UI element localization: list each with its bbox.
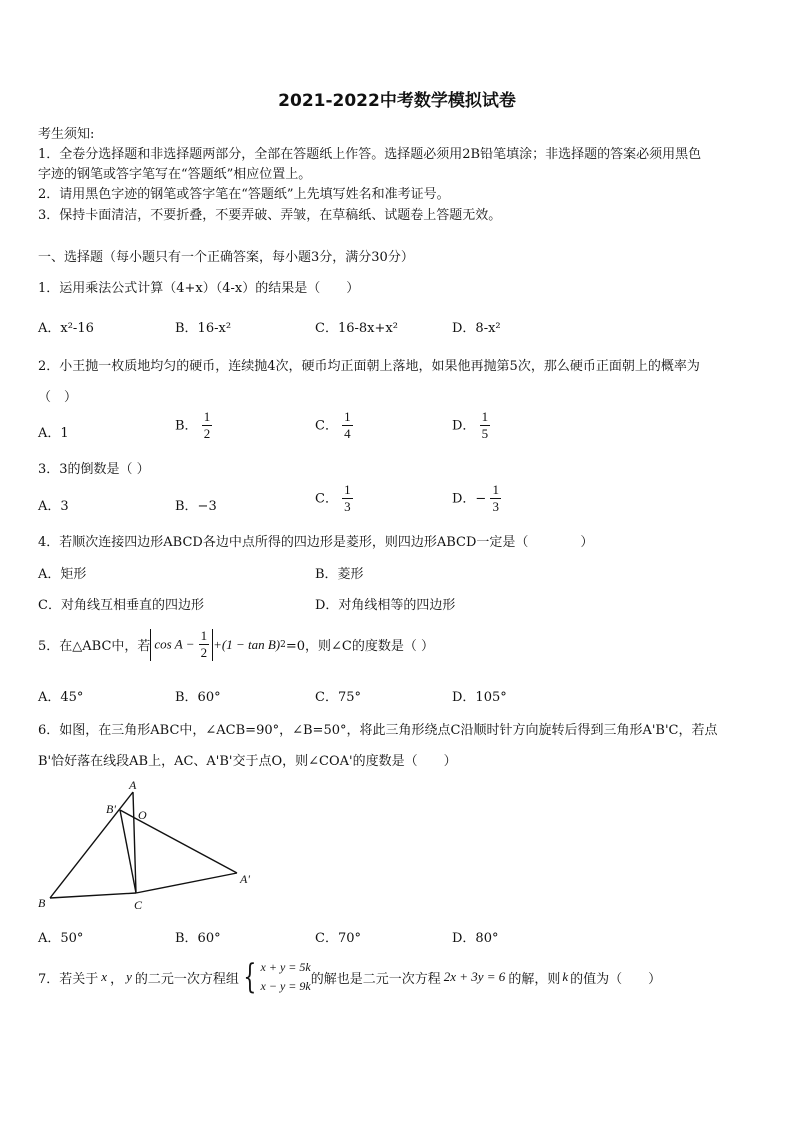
fraction (199, 629, 210, 661)
q7-comma: ， (110, 971, 124, 987)
equation-3: 2x + 3y = 6 (443, 969, 506, 985)
label-b: B (38, 896, 46, 910)
q6-option-d[interactable]: D．80° (452, 931, 499, 946)
q5-suffix: =0，则∠C的度数是（ ） (285, 639, 435, 655)
q4-option-c[interactable]: C．对角线互相垂直的四边形 (38, 598, 204, 613)
question-2-stem: 2．小王抛一枚质地均匀的硬币，连续抛4次，硬币均正面朝上落地，如果他再抛第5次，那么硬币正面朝上的概率为 (38, 359, 700, 374)
q3-option-c[interactable] (315, 483, 353, 515)
brace: { (243, 957, 257, 998)
equation-system (239, 958, 311, 996)
q2-option-d[interactable] (452, 410, 490, 442)
q5-option-c[interactable]: C．75° (315, 690, 361, 705)
segment-ba (50, 792, 133, 898)
q2-option-a[interactable]: A．1 (38, 426, 69, 441)
question-6-stem-cont: B'恰好落在线段AB上，AC、A'B'交于点O，则∠COA'的度数是（ ） (38, 754, 457, 769)
denominator: 4 (344, 426, 351, 442)
numerator: 1 (202, 410, 213, 426)
fraction (480, 410, 491, 442)
notice-line: 2．请用黑色字迹的钢笔或答字笔在“答题纸”上先填写姓名和准考证号。 (38, 187, 450, 202)
notice-line: 1．全卷分选择题和非选择题两部分，全部在答题纸上作答。选择题必须用2B铅笔填涂；非选择题的答案必须用黑色 (38, 147, 702, 162)
q5-option-b[interactable]: B．60° (175, 690, 221, 705)
question-5-stem (38, 629, 434, 661)
denominator: 3 (492, 499, 499, 515)
label-o: O (138, 808, 147, 822)
question-3-stem: 3．3的倒数是（ ） (38, 462, 150, 477)
denominator: 2 (200, 645, 208, 661)
section-heading: 一、选择题（每小题只有一个正确答案，每小题3分，满分30分） (38, 250, 414, 265)
q6-option-a[interactable]: A．50° (38, 931, 84, 946)
q1-option-c[interactable]: C．16-8x+x² (315, 321, 398, 336)
fraction (342, 410, 353, 442)
equation-1: x + y = 5k (260, 960, 311, 974)
q3-option-d[interactable] (452, 483, 501, 515)
q7-end: 的值为（ ） (570, 971, 662, 987)
q3-option-a[interactable]: A．3 (38, 499, 69, 514)
label-a: A (129, 778, 137, 792)
q2-option-c[interactable] (315, 410, 353, 442)
segment-cap (136, 873, 237, 893)
q7-mid: 的二元一次方程组 (134, 971, 239, 987)
fraction (342, 483, 353, 515)
notice-line: 字迹的钢笔或答字笔写在“答题纸”相应位置上。 (38, 167, 312, 182)
denominator: 2 (203, 426, 211, 442)
q7-mid3: 的解，则 (508, 971, 561, 987)
option-label: B． (175, 418, 198, 434)
q1-option-a[interactable]: A．x²-16 (38, 321, 94, 336)
notice-heading: 考生须知: (38, 127, 95, 142)
var-y: y (126, 969, 132, 985)
question-7-stem (38, 958, 661, 996)
q6-option-b[interactable]: B．60° (175, 931, 221, 946)
numerator: 1 (199, 629, 210, 645)
var-x: x (101, 969, 108, 985)
question-4-stem: 4．若顺次连接四边形ABCD各边中点所得的四边形是菱形，则四边形ABCD一定是（ ） (38, 535, 594, 550)
q1-option-d[interactable]: D．8-x² (452, 321, 501, 336)
numerator: 1 (490, 483, 501, 499)
q7-mid2: 的解也是二元一次方程 (310, 971, 441, 987)
q5-option-d[interactable]: D．105° (452, 690, 507, 705)
fraction (490, 483, 501, 515)
q5-prefix: 5．在△ABC中，若 (38, 639, 151, 655)
q6-option-c[interactable]: C．70° (315, 931, 361, 946)
exponent: 2 (280, 639, 286, 650)
q7-prefix: 7．若关于 (38, 971, 99, 987)
question-1-stem: 1．运用乘法公式计算（4+x）（4-x）的结果是（ ） (38, 281, 360, 296)
denominator: 3 (344, 499, 351, 515)
numerator: 1 (342, 410, 353, 426)
q4-option-a[interactable]: A．矩形 (38, 567, 87, 582)
numerator: 1 (480, 410, 491, 426)
question-6-stem: 6．如图，在三角形ABC中，∠ACB=90°，∠B=50°，将此三角形绕点C沿顺时针方向旋转后得到三角形A'B'C，若点 (38, 723, 718, 738)
q3-option-b[interactable]: B．−3 (175, 499, 217, 514)
notice-line: 3．保持卡面清洁，不要折叠，不要弄破、弄皱，在草稿纸、试题卷上答题无效。 (38, 208, 502, 223)
absolute-value (150, 629, 213, 661)
q4-option-d[interactable]: D．对角线相等的四边形 (315, 598, 456, 613)
q1-option-b[interactable]: B．16-x² (175, 321, 232, 336)
label-a-prime: A' (240, 872, 250, 886)
label-b-prime: B' (106, 802, 116, 816)
denominator: 5 (481, 426, 489, 442)
q2-option-b[interactable] (175, 410, 212, 442)
var-k: k (562, 969, 569, 985)
question-2-stem-cont: （ ） (38, 390, 78, 405)
numerator: 1 (342, 483, 353, 499)
q4-option-b[interactable]: B．菱形 (315, 567, 364, 582)
cos-term: cos A − (154, 636, 195, 652)
tan-term: +(1 − tan B) (213, 636, 281, 652)
option-label: C． (315, 491, 338, 507)
segment-bc (50, 893, 136, 898)
option-label: D． (452, 418, 476, 434)
page-title: 2021-2022中考数学模拟试卷 (278, 91, 516, 111)
triangle-figure (30, 775, 270, 915)
equation-2: x − y = 9k (260, 979, 311, 994)
fraction (202, 410, 213, 442)
option-label: D．− (452, 491, 487, 507)
q5-option-a[interactable]: A．45° (38, 690, 84, 705)
option-label: C． (315, 418, 338, 434)
label-c: C (134, 898, 143, 912)
